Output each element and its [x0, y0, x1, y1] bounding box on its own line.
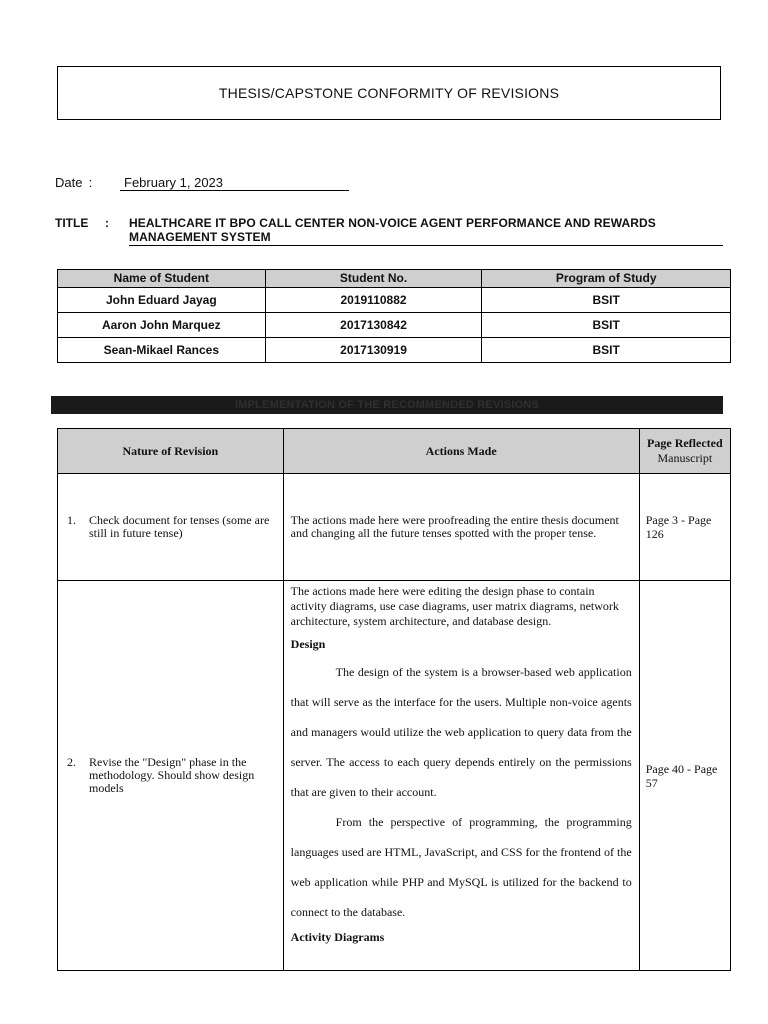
table-row — [58, 313, 731, 338]
table-row — [58, 288, 731, 313]
revision-page: Page 3 - Page 126 — [639, 474, 730, 581]
table-row — [58, 581, 731, 971]
header-page-reflected-label: Page Reflected — [647, 436, 723, 450]
activity-diagrams-heading: Activity Diagrams — [290, 930, 385, 944]
section-band: IMPLEMENTATION OF THE RECOMMENDED REVISIONS — [51, 396, 723, 414]
revision-nature-cell — [58, 581, 284, 971]
student-name: Sean-Mikael Rances — [58, 338, 266, 363]
revisions-header-row — [58, 429, 731, 474]
header-page-reflected — [639, 429, 730, 474]
student-name: Aaron John Marquez — [58, 313, 266, 338]
revisions-table — [57, 428, 731, 971]
title-label: TITLE — [55, 216, 89, 230]
students-table — [57, 269, 731, 363]
student-number: 2017130842 — [265, 313, 482, 338]
revision-nature: Revise the "Design" phase in the methodology. Should show design models — [89, 755, 255, 795]
thesis-title-value: HEALTHCARE IT BPO CALL CENTER NON-VOICE AGENT PERFORMANCE AND REWARDS MANAGEMENT SYSTEM — [129, 216, 723, 246]
header-student-no: Student No. — [265, 270, 482, 288]
revision-actions-intro: The actions made here were editing the design phase to contain activity diagrams, use case diagrams, user matrix diagrams, network architecture, system architecture, and database design. — [290, 584, 619, 628]
table-row — [58, 474, 731, 581]
date-colon: : — [88, 175, 93, 190]
revision-number: 1. — [67, 513, 76, 527]
revision-nature: Check document for tenses (some are still in future tense) — [89, 513, 270, 540]
header-program-of-study: Program of Study — [482, 270, 731, 288]
revision-number: 2. — [67, 755, 76, 769]
student-number: 2017130919 — [265, 338, 482, 363]
student-program: BSIT — [482, 288, 731, 313]
design-paragraph-2 — [291, 807, 632, 927]
header-manuscript-label: Manuscript — [657, 451, 713, 465]
revision-nature-cell — [58, 474, 284, 581]
header-nature-of-revision: Nature of Revision — [58, 429, 284, 474]
date-label: Date — [55, 175, 83, 190]
student-program: BSIT — [482, 313, 731, 338]
design-paragraph-1 — [291, 657, 632, 807]
design-heading: Design — [290, 637, 326, 651]
revision-actions: The actions made here were proofreading the entire thesis document and changing all the future tenses spotted with the proper tense. — [283, 474, 639, 581]
students-header-row — [58, 270, 731, 288]
form-title: THESIS/CAPSTONE CONFORMITY OF REVISIONS — [57, 66, 721, 120]
student-name: John Eduard Jayag — [58, 288, 266, 313]
design-paragraph-1-text: The design of the system is a browser-based web application that will serve as the interface for the users. Multiple non-voice agents and managers would utilize the web application to query data from the server. The access to each query depends entirely on the permissions that are given to their account. — [290, 665, 632, 799]
design-paragraph-2-text: From the perspective of programming, the programming languages used are HTML, JavaScript, and CSS for the frontend of the web application while PHP and MySQL is utilized for the backend to connect to the database. — [290, 815, 632, 919]
header-name-of-student: Name of Student — [58, 270, 266, 288]
student-program: BSIT — [482, 338, 731, 363]
revision-page: Page 40 - Page 57 — [639, 581, 730, 971]
title-colon: : — [105, 216, 109, 230]
date-row — [55, 175, 224, 190]
student-number: 2019110882 — [265, 288, 482, 313]
header-actions-made: Actions Made — [283, 429, 639, 474]
table-row — [58, 338, 731, 363]
date-value: February 1, 2023 — [120, 175, 349, 191]
revision-actions-cell — [283, 581, 639, 971]
